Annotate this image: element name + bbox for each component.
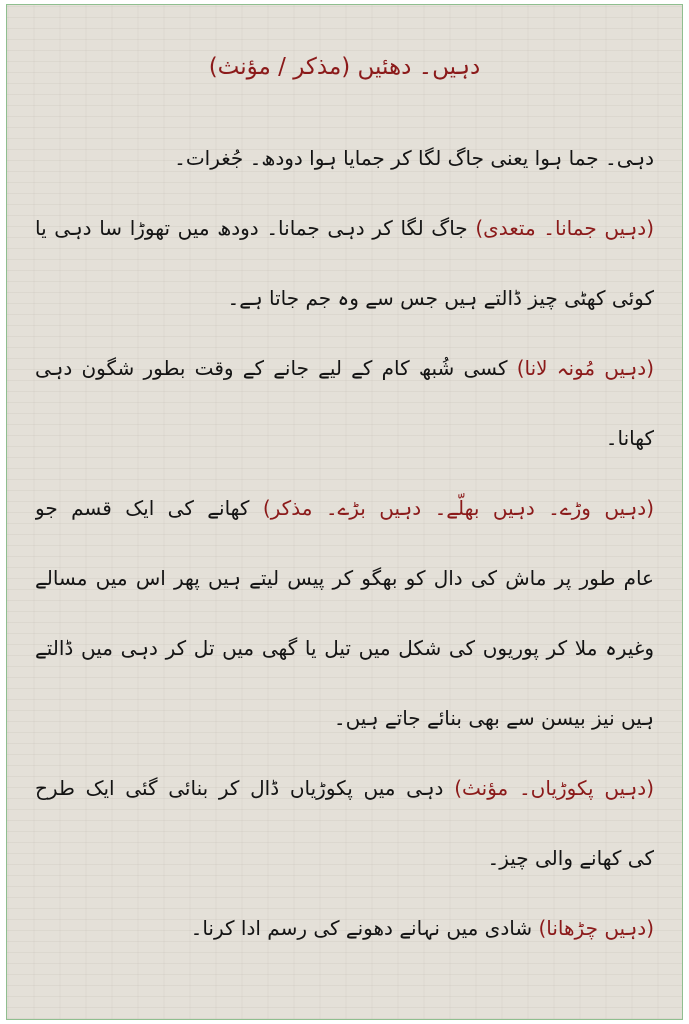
entry-5-keyword: (دہیں چڑھانا) bbox=[538, 916, 654, 940]
entry-3-line-2: عام طور پر ماش کی دال کو بھگو کر پیس لیتے ہیں پھر اس میں مسالے bbox=[35, 566, 654, 590]
page-frame bbox=[6, 4, 683, 1020]
entry-3-line-1 bbox=[35, 473, 654, 543]
entry-5-text: شادی میں نہانے دھونے کی رسم ادا کرنا۔ bbox=[190, 916, 533, 940]
dictionary-entry bbox=[35, 5, 654, 963]
entry-4-text: دہی میں پکوڑیاں ڈال کر بنائی گئی ایک طرح bbox=[35, 776, 444, 800]
entry-2-text: کسی شُبھ کام کے لیے جانے کے وقت بطور شگون دہی bbox=[35, 356, 508, 380]
entry-3-keyword: (دہیں وڑے۔ دہیں بھلّے۔ دہیں بڑے۔ مذکر) bbox=[262, 496, 654, 520]
entry-4-keyword: (دہیں پکوڑیاں۔ مؤنث) bbox=[454, 776, 654, 800]
entry-1-line-2: کوئی کھٹی چیز ڈالتے ہیں جس سے وہ جم جاتا ہے۔ bbox=[227, 286, 654, 310]
entry-1-line-1 bbox=[35, 193, 654, 263]
entry-title: دہیں۔ دھئیں (مذکر / مؤنث) bbox=[208, 54, 481, 80]
entry-3-line-3: وغیرہ ملا کر پوریوں کی شکل میں تیل یا گھی میں تل کر دہی میں ڈالتے bbox=[35, 636, 654, 660]
entry-4-line-2: کی کھانے والی چیز۔ bbox=[487, 846, 654, 870]
entry-2-line-1 bbox=[35, 333, 654, 403]
definition-line: دہی۔ جما ہوا یعنی جاگ لگا کر جمایا ہوا دودھ۔ جُغرات۔ bbox=[174, 146, 654, 170]
entry-3-text: کھانے کی ایک قسم جو bbox=[35, 496, 250, 520]
entry-5-line-1 bbox=[35, 893, 654, 963]
entry-1-text: جاگ لگا کر دہی جمانا۔ دودھ میں تھوڑا سا دہی یا bbox=[35, 216, 468, 240]
entry-4-line-1 bbox=[35, 753, 654, 823]
entry-3-line-4: ہیں نیز بیسن سے بھی بنائے جاتے ہیں۔ bbox=[333, 706, 654, 730]
entry-2-line-2: کھانا۔ bbox=[605, 426, 654, 450]
entry-1-keyword: (دہیں جمانا۔ متعدی) bbox=[475, 216, 654, 240]
entry-2-keyword: (دہیں مُونہ لانا) bbox=[516, 356, 654, 380]
